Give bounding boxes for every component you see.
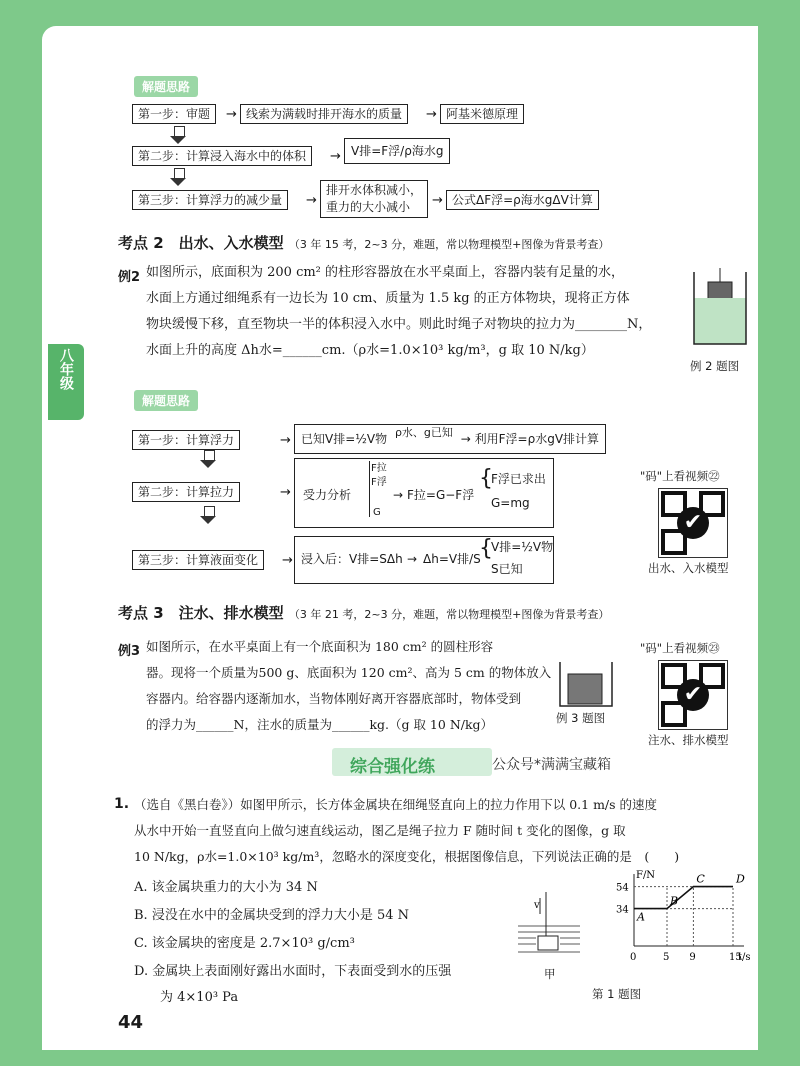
series-line	[634, 887, 733, 909]
reason-box: 排开水体积减小， 重力的大小减小	[320, 180, 428, 218]
arrow: →	[280, 433, 291, 448]
jia-figure	[516, 886, 584, 966]
question-number: 1.	[114, 796, 130, 812]
option-a[interactable]: A. 该金属块重力的大小为 34 N	[134, 880, 318, 895]
step1-box: 第一步：计算浮力	[132, 430, 240, 450]
fig-jia-label: 甲	[544, 967, 556, 981]
point-label: B	[670, 894, 679, 908]
archimedes-box: 阿基米德原理	[440, 104, 524, 124]
arrow: →	[426, 107, 437, 122]
point-label: C	[696, 872, 705, 886]
qr-code[interactable]	[658, 488, 728, 558]
section-title: 考点 2 出水、入水模型 （3 年 15 考，2~3 分，难题，常以物理模型+图像为背景考查）	[118, 234, 610, 252]
force-time-chart	[604, 868, 754, 978]
x-tick-label: 5	[663, 952, 670, 963]
step2-box: 第二步：计算浸入海水中的体积	[132, 146, 312, 166]
step3-box: 第三步：计算液面变化	[132, 550, 264, 570]
clue-box: 线索为满载时排开海水的质量	[240, 104, 408, 124]
svg-text:v: v	[534, 900, 540, 911]
solution-tag: 解题思路	[134, 76, 198, 97]
arrow: →	[306, 193, 317, 208]
solution-tag: 解题思路	[134, 390, 198, 411]
down-arrow	[204, 450, 215, 461]
x-axis-label: t/s	[738, 952, 751, 963]
x-tick-label: 9	[689, 952, 696, 963]
level-box: 浸入后：V排=SΔh → Δh=V排/S { V排=½V物 S已知	[294, 536, 554, 584]
section-title: 考点 3 注水、排水模型 （3 年 21 考，2~3 分，难题，常以物理模型+图像为背景考查）	[118, 604, 610, 622]
y-tick-label: 54	[616, 882, 629, 894]
figure-caption: 例 3 题图	[556, 711, 606, 725]
question-text: （选自《黑白卷》）如图甲所示，长方体金属块在细绳竖直向上的拉力作用下以 0.1 m/s 的速度 从水中开始一直竖直向上做匀速直线运动，图乙是绳子拉力 F 随时间 t 变化的图像，g 取 10 N/kg，ρ水=1.0×10³ kg/m³，忽略水的深度变化，根据图像信息，下列说法正确的是 ( )	[134, 797, 680, 864]
given-box: 已知V排=½V物 ρ水、g已知 → 利用F浮=ρ水gV排计算	[294, 424, 606, 454]
arrow: →	[330, 149, 341, 164]
step2-box: 第二步：计算拉力	[132, 482, 240, 502]
ex2-figure	[690, 268, 750, 348]
figure-caption: 第 1 题图	[592, 987, 642, 1001]
qr-caption: 出水、入水模型	[648, 561, 729, 575]
grade-tab: 八年级	[48, 344, 84, 420]
example-label: 例2	[118, 270, 141, 285]
formula-box: 公式ΔF浮=ρ海水gΔV计算	[446, 190, 599, 210]
step1-box: 第一步：审题	[132, 104, 216, 124]
formula-box: V排=F浮/ρ海水g	[344, 138, 450, 164]
down-arrow	[204, 506, 215, 517]
check-icon: ✔	[677, 679, 709, 711]
example-text: 如图所示，底面积为 200 cm² 的柱形容器放在水平桌面上，容器内装有足量的水， 水面上方通过细绳系有一边长为 10 cm、质量为 1.5 kg 的正方体物块，现将正方体 物块缓慢下移，直至物块一半的体积浸入水中。则此时绳子对物块的拉力为________N， 水面上升的高度 Δh水=______cm.（ρ水=1.0×10³ kg/m³，g 取 10 N/kg）	[146, 265, 652, 358]
arrow: →	[226, 107, 237, 122]
qr-code[interactable]	[658, 660, 728, 730]
qr-title: "码"上看视频㉓	[640, 641, 720, 655]
arrow: →	[282, 553, 293, 568]
x-tick-label: 15	[729, 952, 742, 963]
watermark: 公众号*满满宝藏箱	[492, 757, 611, 773]
example-label: 例3	[118, 644, 141, 659]
qr-title: "码"上看视频㉒	[640, 469, 720, 483]
check-icon: ✔	[677, 507, 709, 539]
option-d-cont: 为 4×10³ Pa	[160, 990, 239, 1005]
point-label: A	[637, 910, 645, 924]
option-b[interactable]: B. 浸没在水中的金属块受到的浮力大小是 54 N	[134, 908, 409, 923]
y-axis-label: F/N	[636, 870, 656, 881]
down-arrow	[174, 126, 185, 137]
option-d[interactable]: D. 金属块上表面刚好露出水面时，下表面受到水的压强	[134, 964, 452, 979]
point-label: D	[736, 872, 745, 886]
ex3-figure	[556, 660, 616, 710]
banner-title: 综合强化练	[350, 757, 435, 777]
example-text: 如图所示，在水平桌面上有一个底面积为 180 cm² 的圆柱形容 器。现将一个质量为500 g、底面积为 120 cm²、高为 5 cm 的物体放入 容器内。给容器内逐渐加水，当物体刚好离开容器底部时，物体受到 的浮力为______N，注水的质量为______kg.（g 取 10 N/kg）	[146, 639, 552, 732]
y-tick-label: 34	[616, 904, 629, 916]
page-number: 44	[118, 1012, 144, 1033]
arrow: →	[280, 485, 291, 500]
x-tick-label: 0	[630, 952, 637, 963]
arrow: →	[432, 193, 443, 208]
step3-box: 第三步：计算浮力的减少量	[132, 190, 288, 210]
down-arrow	[174, 168, 185, 179]
figure-caption: 例 2 题图	[690, 359, 740, 373]
force-box: 受力分析 F拉 F浮 G → F拉=G−F浮 { F浮已求出 G=mg	[294, 458, 554, 528]
option-c[interactable]: C. 该金属块的密度是 2.7×10³ g/cm³	[134, 936, 355, 951]
qr-caption: 注水、排水模型	[648, 733, 729, 747]
